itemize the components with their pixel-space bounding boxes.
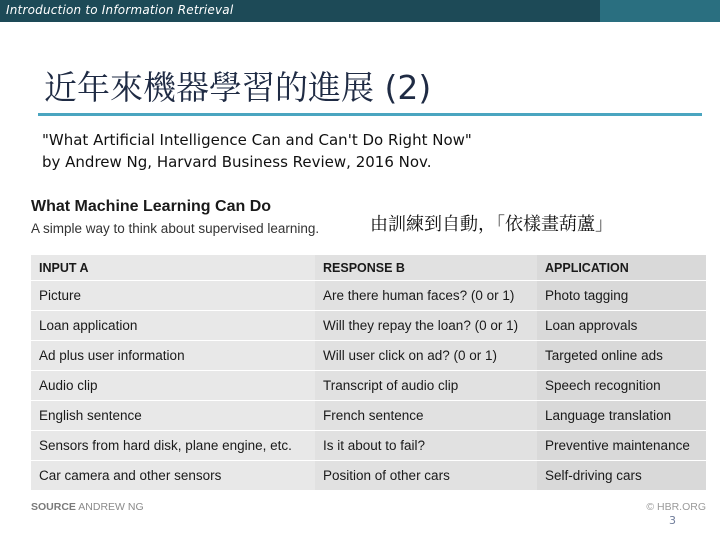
table-cell: Speech recognition [537,371,706,400]
column-header: RESPONSE B [315,255,537,280]
table-cell: Are there human faces? (0 or 1) [315,281,537,310]
annotation-text: 由訓練到自動，「依樣畫葫蘆」 [370,214,613,235]
table-cell: Photo tagging [537,281,706,310]
table-cell: Is it about to fail? [315,431,537,460]
citation-line-2: by Andrew Ng, Harvard Business Review, 2016 Nov. [42,153,432,171]
table-header-row [31,255,706,281]
figure-title: What Machine Learning Can Do [31,198,272,215]
table-cell: Preventive maintenance [537,431,706,460]
table-row [31,281,706,311]
table-cell: Position of other cars [315,461,537,490]
table-row [31,311,706,341]
source-note [31,501,144,513]
citation-line-1: "What Artificial Intelligence Can and Can't Do Right Now" [42,131,472,149]
table-cell: Loan approvals [537,311,706,340]
table-cell: French sentence [315,401,537,430]
table-cell: Will user click on ad? (0 or 1) [315,341,537,370]
column-header: INPUT A [31,255,315,280]
title-divider [38,113,702,116]
table-cell: Self-driving cars [537,461,706,490]
source-label: SOURCE [31,501,76,513]
table-cell: Language translation [537,401,706,430]
hbr-credit: © HBR.ORG [646,501,706,513]
header-accent-block [600,0,720,22]
table-cell: Sensors from hard disk, plane engine, etc. [31,431,315,460]
table-row [31,371,706,401]
page-number: 3 [669,514,676,527]
citation [42,129,472,173]
table-row [31,401,706,431]
ml-table [31,255,706,491]
column-header: APPLICATION [537,255,706,280]
source-name: ANDREW NG [78,501,144,513]
table-cell: Ad plus user information [31,341,315,370]
course-title: Introduction to Information Retrieval [6,3,234,17]
table-cell: Picture [31,281,315,310]
table-cell: Loan application [31,311,315,340]
header-bar [0,0,720,22]
table-cell: Car camera and other sensors [31,461,315,490]
table-cell: Audio clip [31,371,315,400]
table-cell: Will they repay the loan? (0 or 1) [315,311,537,340]
slide-title: 近年來機器學習的進展 (2) [44,68,432,107]
table-row [31,341,706,371]
table-row [31,461,706,491]
table-cell: Transcript of audio clip [315,371,537,400]
table-row [31,431,706,461]
table-cell: Targeted online ads [537,341,706,370]
table-cell: English sentence [31,401,315,430]
figure-subtitle: A simple way to think about supervised learning. [31,221,320,236]
